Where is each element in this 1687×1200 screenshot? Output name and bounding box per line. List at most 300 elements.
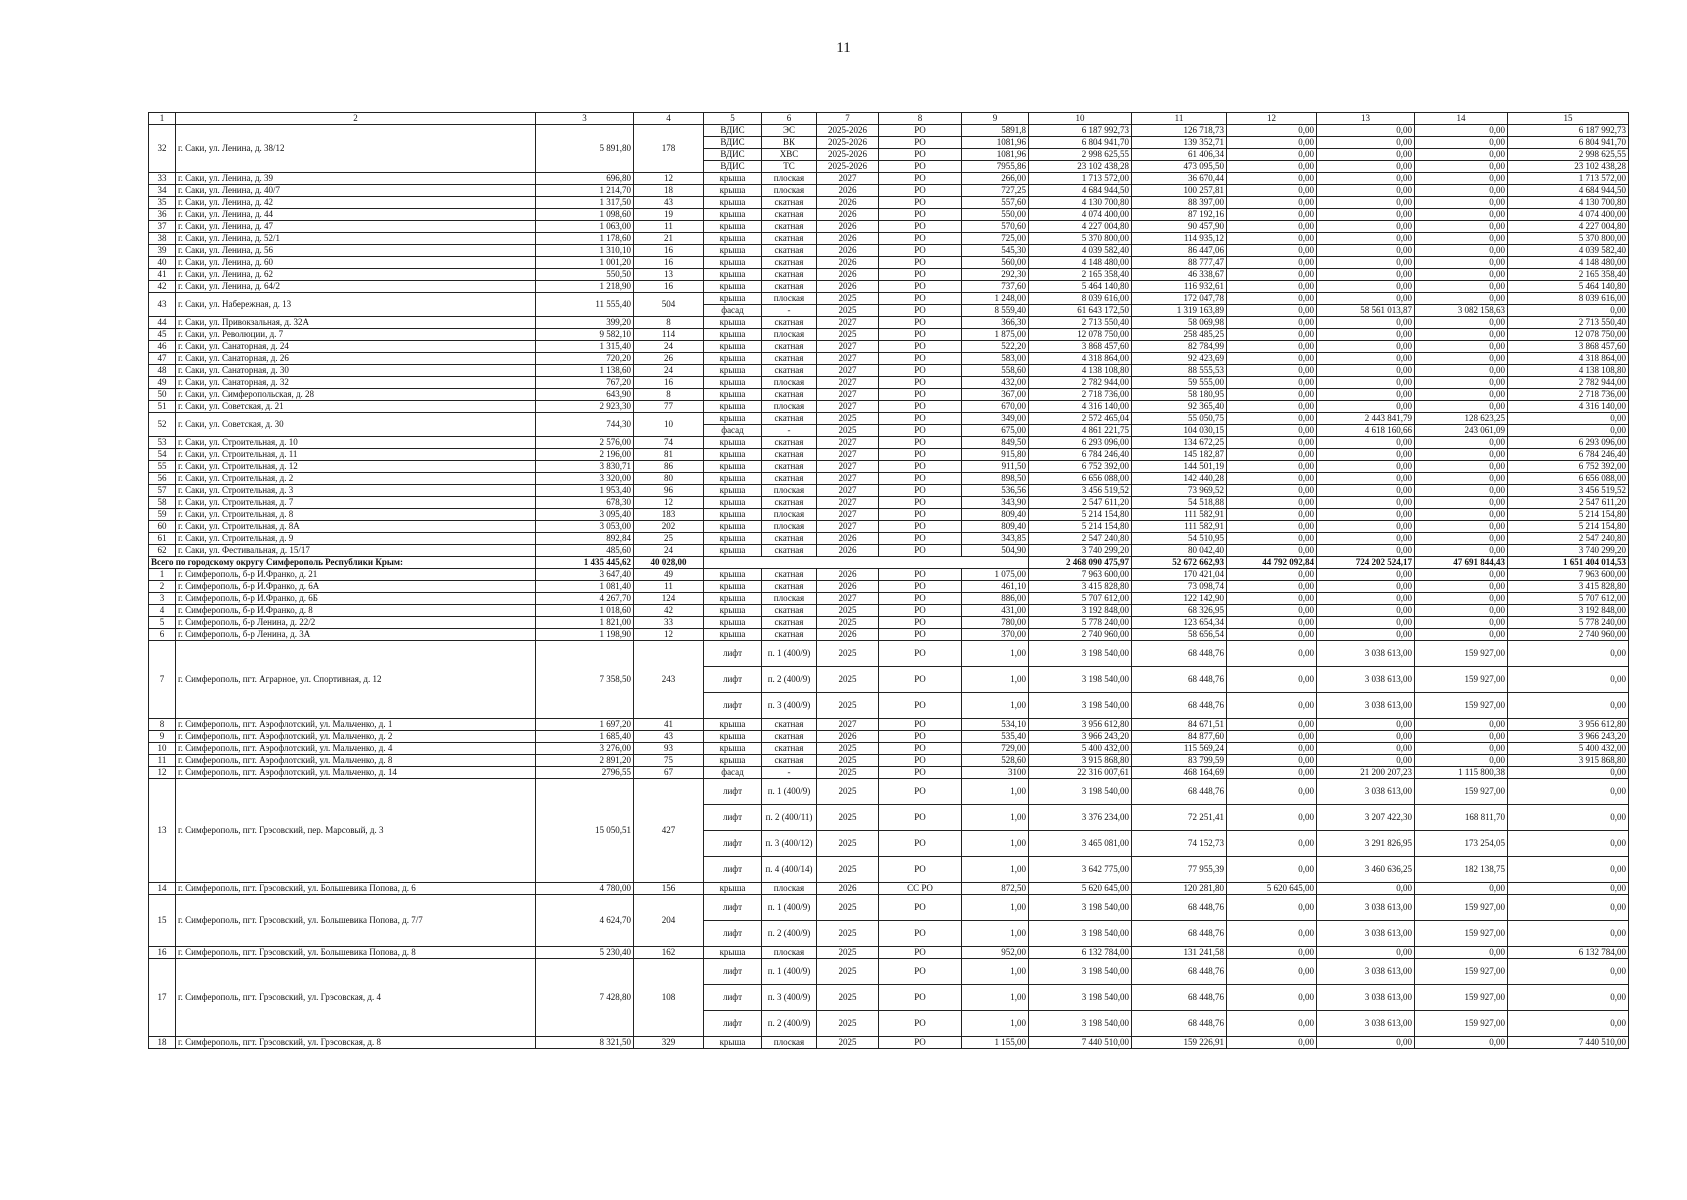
table-cell: 6 293 096,00: [1508, 437, 1629, 449]
table-cell: РО: [879, 895, 962, 921]
table-row: [149, 389, 1629, 401]
area-cell: 5 891,80: [536, 125, 634, 173]
address-cell: г. Симферополь, пгт. Грэсовский, ул. Грэсовская, д. 8: [176, 1037, 536, 1049]
table-cell: 3 456 519,52: [1029, 485, 1132, 497]
address-cell: г. Саки, ул. Ленина, д. 64/2: [176, 281, 536, 293]
table-cell: 5 778 240,00: [1029, 617, 1132, 629]
table-cell: 35: [149, 197, 176, 209]
table-cell: 111 582,91: [1132, 521, 1227, 533]
table-cell: 696,80: [536, 173, 634, 185]
table-cell: крыша: [704, 269, 762, 281]
table-cell: 2027: [817, 497, 879, 509]
table-cell: 258 485,25: [1132, 329, 1227, 341]
table-cell: 0,00: [1317, 245, 1415, 257]
table-cell: крыша: [704, 629, 762, 641]
table-cell: лифт: [704, 667, 762, 693]
table-cell: крыша: [704, 413, 762, 425]
table-cell: 0,00: [1227, 947, 1317, 959]
table-cell: 0,00: [1415, 629, 1508, 641]
table-cell: 13: [634, 269, 704, 281]
table-cell: 0,00: [1415, 731, 1508, 743]
table-cell: 7 963 600,00: [1029, 569, 1132, 581]
table-cell: 343,85: [962, 533, 1029, 545]
table-cell: 0,00: [1415, 209, 1508, 221]
table-cell: 461,10: [962, 581, 1029, 593]
table-cell: 0,00: [1415, 755, 1508, 767]
table-cell: 139 352,71: [1132, 137, 1227, 149]
table-cell: 0,00: [1227, 245, 1317, 257]
table-cell: скатная: [762, 617, 817, 629]
table-cell: крыша: [704, 365, 762, 377]
table-cell: РО: [879, 485, 962, 497]
table-cell: РО: [879, 593, 962, 605]
address-cell: г. Саки, ул. Фестивальная, д. 15/17: [176, 545, 536, 557]
table-cell: крыша: [704, 581, 762, 593]
table-cell: 62: [149, 545, 176, 557]
table-cell: 1 315,40: [536, 341, 634, 353]
table-cell: 0,00: [1227, 485, 1317, 497]
table-cell: 2 718 736,00: [1508, 389, 1629, 401]
table-cell: 720,20: [536, 353, 634, 365]
table-cell: 2 782 944,00: [1029, 377, 1132, 389]
table-cell: 0,00: [1317, 755, 1415, 767]
table-cell: 6 132 784,00: [1029, 947, 1132, 959]
table-cell: 2027: [817, 461, 879, 473]
table-cell: 0,00: [1227, 269, 1317, 281]
table-cell: 0,00: [1415, 473, 1508, 485]
table-cell: ВДИС: [704, 149, 762, 161]
table-cell: 2027: [817, 389, 879, 401]
table-cell: лифт: [704, 831, 762, 857]
table-cell: скатная: [762, 719, 817, 731]
table-cell: 2027: [817, 521, 879, 533]
table-row: [149, 209, 1629, 221]
table-cell: РО: [879, 629, 962, 641]
table-cell: 1 310,10: [536, 245, 634, 257]
table-cell: скатная: [762, 629, 817, 641]
table-cell: фасад: [704, 425, 762, 437]
table-cell: 59: [149, 509, 176, 521]
table-cell: 2026: [817, 629, 879, 641]
table-cell: лифт: [704, 895, 762, 921]
table-row: [149, 461, 1629, 473]
table-cell: 3 460 636,25: [1317, 857, 1415, 883]
table-cell: 0,00: [1508, 921, 1629, 947]
table-cell: крыша: [704, 353, 762, 365]
address-cell: г. Симферополь, б-р И.Франко, д. 21: [176, 569, 536, 581]
table-cell: 678,30: [536, 497, 634, 509]
table-cell: скатная: [762, 245, 817, 257]
table-cell: 0,00: [1415, 617, 1508, 629]
table-cell: фасад: [704, 305, 762, 317]
table-cell: 0,00: [1227, 425, 1317, 437]
address-cell: г. Саки, ул. Санаторная, д. 32: [176, 377, 536, 389]
residents-cell: 243: [634, 641, 704, 719]
table-cell: 0,00: [1227, 353, 1317, 365]
table-cell: 8: [149, 719, 176, 731]
table-cell: крыша: [704, 197, 762, 209]
residents-cell: 10: [634, 413, 704, 437]
table-cell: РО: [879, 437, 962, 449]
table-cell: 8 559,40: [962, 305, 1029, 317]
table-cell: 780,00: [962, 617, 1029, 629]
table-cell: 2026: [817, 545, 879, 557]
table-cell: 58 561 013,87: [1317, 305, 1415, 317]
table-cell: плоская: [762, 293, 817, 305]
table-cell: 182 138,75: [1415, 857, 1508, 883]
table-cell: РО: [879, 449, 962, 461]
table-cell: 0,00: [1227, 581, 1317, 593]
table-cell: 6 187 992,73: [1029, 125, 1132, 137]
row-number-cell: 52: [149, 413, 176, 437]
table-cell: 0,00: [1227, 641, 1317, 667]
table-cell: 0,00: [1227, 831, 1317, 857]
table-cell: 0,00: [1415, 125, 1508, 137]
table-cell: 68 448,76: [1132, 959, 1227, 985]
table-cell: 168 811,70: [1415, 805, 1508, 831]
table-cell: крыша: [704, 449, 762, 461]
total-residents-cell: 40 028,00: [634, 557, 704, 569]
table-cell: крыша: [704, 209, 762, 221]
table-cell: 44: [149, 317, 176, 329]
table-cell: РО: [879, 743, 962, 755]
residents-cell: 204: [634, 895, 704, 947]
table-cell: 111 582,91: [1132, 509, 1227, 521]
table-cell: 162: [634, 947, 704, 959]
table-cell: 0,00: [1415, 245, 1508, 257]
table-cell: крыша: [704, 569, 762, 581]
table-cell: 3 198 540,00: [1029, 779, 1132, 805]
table-cell: 2026: [817, 209, 879, 221]
table-cell: 16: [634, 377, 704, 389]
table-cell: 120 281,80: [1132, 883, 1227, 895]
table-cell: 0,00: [1508, 831, 1629, 857]
table-cell: 809,40: [962, 521, 1029, 533]
table-cell: плоская: [762, 173, 817, 185]
table-cell: крыша: [704, 545, 762, 557]
total-sum-cell: 47 691 844,43: [1415, 557, 1508, 569]
table-cell: лифт: [704, 693, 762, 719]
table-cell: 55: [149, 461, 176, 473]
address-cell: г. Саки, ул. Строительная, д. 8: [176, 509, 536, 521]
table-cell: 5 214 154,80: [1029, 509, 1132, 521]
table-cell: 74 152,73: [1132, 831, 1227, 857]
table-cell: 399,20: [536, 317, 634, 329]
table-cell: 86: [634, 461, 704, 473]
table-cell: 2027: [817, 173, 879, 185]
address-cell: г. Саки, ул. Санаторная, д. 30: [176, 365, 536, 377]
table-cell: крыша: [704, 221, 762, 233]
address-cell: г. Саки, ул. Санаторная, д. 24: [176, 341, 536, 353]
table-cell: 2027: [817, 437, 879, 449]
table-cell: 6 804 941,70: [1508, 137, 1629, 149]
table-cell: 0,00: [1415, 719, 1508, 731]
table-row: [149, 221, 1629, 233]
table-cell: 0,00: [1227, 161, 1317, 173]
table-cell: 1 081,40: [536, 581, 634, 593]
row-number-cell: 32: [149, 125, 176, 173]
table-cell: 0,00: [1415, 377, 1508, 389]
table-cell: плоская: [762, 401, 817, 413]
table-cell: 0,00: [1317, 521, 1415, 533]
table-cell: 0,00: [1227, 755, 1317, 767]
table-row: [149, 197, 1629, 209]
table-cell: 54 510,95: [1132, 533, 1227, 545]
table-cell: скатная: [762, 605, 817, 617]
table-cell: 2027: [817, 719, 879, 731]
table-cell: 2025: [817, 641, 879, 667]
table-cell: скатная: [762, 317, 817, 329]
table-cell: 0,00: [1317, 617, 1415, 629]
table-cell: 1 001,20: [536, 257, 634, 269]
table-cell: 0,00: [1227, 173, 1317, 185]
table-cell: 1: [149, 569, 176, 581]
table-cell: 6 187 992,73: [1508, 125, 1629, 137]
table-cell: лифт: [704, 921, 762, 947]
table-cell: РО: [879, 149, 962, 161]
column-number: 6: [762, 113, 817, 125]
table-cell: 0,00: [1227, 533, 1317, 545]
table-row: [149, 173, 1629, 185]
table-cell: 2026: [817, 233, 879, 245]
table-body: [149, 125, 1629, 1049]
table-cell: 0,00: [1227, 389, 1317, 401]
table-cell: 898,50: [962, 473, 1029, 485]
table-row: [149, 1037, 1629, 1049]
table-cell: 1 685,40: [536, 731, 634, 743]
table-cell: 0,00: [1227, 767, 1317, 779]
table-row: [149, 895, 1629, 921]
table-cell: 131 241,58: [1132, 947, 1227, 959]
table-row: [149, 365, 1629, 377]
table-cell: 2025: [817, 693, 879, 719]
table-cell: 0,00: [1415, 293, 1508, 305]
table-cell: 1,00: [962, 693, 1029, 719]
table-cell: крыша: [704, 473, 762, 485]
table-cell: 2027: [817, 509, 879, 521]
table-cell: 7 440 510,00: [1508, 1037, 1629, 1049]
table-cell: 0,00: [1415, 581, 1508, 593]
table-cell: крыша: [704, 485, 762, 497]
table-cell: 0,00: [1317, 743, 1415, 755]
table-row: [149, 401, 1629, 413]
table-row: [149, 545, 1629, 557]
table-cell: 643,90: [536, 389, 634, 401]
table-cell: 0,00: [1317, 947, 1415, 959]
table-cell: п. 1 (400/9): [762, 779, 817, 805]
table-cell: 5 464 140,80: [1508, 281, 1629, 293]
address-cell: г. Симферополь, б-р И.Франко, д. 6А: [176, 581, 536, 593]
table-cell: 1 115 800,38: [1415, 767, 1508, 779]
table-cell: 22 316 007,61: [1029, 767, 1132, 779]
table-cell: 21: [634, 233, 704, 245]
address-cell: г. Симферополь, пгт. Грэсовский, ул. Большевика Попова, д. 6: [176, 883, 536, 895]
table-cell: скатная: [762, 437, 817, 449]
table-cell: 2026: [817, 245, 879, 257]
table-cell: 0,00: [1317, 883, 1415, 895]
table-cell: 0,00: [1317, 173, 1415, 185]
address-cell: г. Саки, ул. Ленина, д. 62: [176, 269, 536, 281]
table-cell: 3 038 613,00: [1317, 693, 1415, 719]
table-cell: 3 868 457,60: [1508, 341, 1629, 353]
table-cell: крыша: [704, 617, 762, 629]
table-cell: 1 821,00: [536, 617, 634, 629]
table-cell: 727,25: [962, 185, 1029, 197]
table-row: [149, 743, 1629, 755]
table-cell: 1 317,50: [536, 197, 634, 209]
table-cell: 18: [149, 1037, 176, 1049]
table-cell: 3 198 540,00: [1029, 921, 1132, 947]
table-cell: 92 365,40: [1132, 401, 1227, 413]
area-cell: 15 050,51: [536, 779, 634, 883]
table-row: [149, 641, 1629, 667]
table-cell: 68 448,76: [1132, 985, 1227, 1011]
table-cell: 1 248,00: [962, 293, 1029, 305]
table-cell: 1 713 572,00: [1508, 173, 1629, 185]
table-cell: -: [762, 767, 817, 779]
table-cell: скатная: [762, 233, 817, 245]
table-cell: 2026: [817, 257, 879, 269]
table-cell: 6 784 246,40: [1508, 449, 1629, 461]
table-cell: 7 440 510,00: [1029, 1037, 1132, 1049]
table-cell: крыша: [704, 341, 762, 353]
table-cell: 61 406,34: [1132, 149, 1227, 161]
table-cell: 366,30: [962, 317, 1029, 329]
table-cell: 3 415 828,80: [1508, 581, 1629, 593]
table-cell: 6 293 096,00: [1029, 437, 1132, 449]
table-cell: 159 927,00: [1415, 693, 1508, 719]
table-cell: 12: [634, 173, 704, 185]
table-cell: 0,00: [1317, 221, 1415, 233]
table-cell: 0,00: [1317, 1037, 1415, 1049]
table-cell: 0,00: [1415, 437, 1508, 449]
table-cell: 1,00: [962, 805, 1029, 831]
table-cell: 3 038 613,00: [1317, 1011, 1415, 1037]
table-cell: 886,00: [962, 593, 1029, 605]
table-cell: крыша: [704, 401, 762, 413]
table-cell: 0,00: [1227, 281, 1317, 293]
address-cell: г. Саки, ул. Ленина, д. 38/12: [176, 125, 536, 173]
table-cell: лифт: [704, 959, 762, 985]
table-row: [149, 521, 1629, 533]
column-number: 11: [1132, 113, 1227, 125]
table-cell: 5 230,40: [536, 947, 634, 959]
table-cell: 58 180,95: [1132, 389, 1227, 401]
table-cell: РО: [879, 317, 962, 329]
table-cell: 536,56: [962, 485, 1029, 497]
table-cell: РО: [879, 329, 962, 341]
table-cell: 0,00: [1508, 805, 1629, 831]
table-cell: РО: [879, 173, 962, 185]
table-cell: 16: [634, 257, 704, 269]
table-cell: 2 740 960,00: [1029, 629, 1132, 641]
table-cell: 2027: [817, 341, 879, 353]
table-cell: РО: [879, 533, 962, 545]
table-cell: крыша: [704, 377, 762, 389]
table-cell: 68 448,76: [1132, 779, 1227, 805]
table-cell: 11: [634, 221, 704, 233]
table-row: [149, 569, 1629, 581]
table-cell: РО: [879, 233, 962, 245]
table-cell: 0,00: [1317, 329, 1415, 341]
table-cell: 11: [149, 755, 176, 767]
table-cell: 2025: [817, 857, 879, 883]
table-cell: 3 966 243,20: [1508, 731, 1629, 743]
table-cell: 4: [149, 605, 176, 617]
table-cell: 68 448,76: [1132, 921, 1227, 947]
table-row: [149, 353, 1629, 365]
table-cell: 370,00: [962, 629, 1029, 641]
address-cell: г. Саки, ул. Симферопольская, д. 28: [176, 389, 536, 401]
table-cell: 2025: [817, 305, 879, 317]
table-cell: 80: [634, 473, 704, 485]
table-cell: 183: [634, 509, 704, 521]
table-cell: 3 038 613,00: [1317, 641, 1415, 667]
table-cell: 725,00: [962, 233, 1029, 245]
table-cell: 2025: [817, 1037, 879, 1049]
address-cell: г. Симферополь, пгт. Грэсовский, пер. Марсовый, д. 3: [176, 779, 536, 883]
table-cell: 12 078 750,00: [1029, 329, 1132, 341]
table-cell: 0,00: [1508, 767, 1629, 779]
table-cell: 2: [149, 581, 176, 593]
table-cell: крыша: [704, 593, 762, 605]
table-cell: 3 198 540,00: [1029, 693, 1132, 719]
table-cell: 534,10: [962, 719, 1029, 731]
table-cell: 16: [634, 245, 704, 257]
table-cell: 0,00: [1227, 221, 1317, 233]
table-row: [149, 731, 1629, 743]
table-cell: 2 165 358,40: [1029, 269, 1132, 281]
table-cell: 3 740 299,20: [1029, 545, 1132, 557]
table-cell: 92 423,69: [1132, 353, 1227, 365]
table-cell: скатная: [762, 269, 817, 281]
table-cell: 1,00: [962, 985, 1029, 1011]
table-row: [149, 617, 1629, 629]
table-cell: 0,00: [1317, 125, 1415, 137]
table-cell: 58 069,98: [1132, 317, 1227, 329]
table-cell: 123 654,34: [1132, 617, 1227, 629]
table-row: [149, 317, 1629, 329]
table-cell: 0,00: [1227, 921, 1317, 947]
table-cell: РО: [879, 461, 962, 473]
table-cell: 81: [634, 449, 704, 461]
table-cell: 3 915 868,80: [1029, 755, 1132, 767]
table-cell: п. 1 (400/9): [762, 895, 817, 921]
table-cell: 6 132 784,00: [1508, 947, 1629, 959]
table-cell: плоская: [762, 329, 817, 341]
table-cell: 0,00: [1508, 425, 1629, 437]
table-cell: 5 370 800,00: [1508, 233, 1629, 245]
table-cell: 0,00: [1317, 197, 1415, 209]
table-cell: 2025: [817, 985, 879, 1011]
table-cell: 0,00: [1317, 269, 1415, 281]
table-cell: 2 740 960,00: [1508, 629, 1629, 641]
address-cell: г. Симферополь, пгт. Аэрофлотский, ул. Мальченко, д. 2: [176, 731, 536, 743]
table-cell: 46: [149, 341, 176, 353]
table-cell: 34: [149, 185, 176, 197]
table-cell: 915,80: [962, 449, 1029, 461]
table-cell: 16: [634, 281, 704, 293]
table-cell: скатная: [762, 221, 817, 233]
table-cell: скатная: [762, 545, 817, 557]
table-cell: 21 200 207,23: [1317, 767, 1415, 779]
table-cell: РО: [879, 137, 962, 149]
table-cell: 159 226,91: [1132, 1037, 1227, 1049]
table-cell: 0,00: [1415, 593, 1508, 605]
table-cell: 0,00: [1415, 281, 1508, 293]
table-cell: 0,00: [1508, 667, 1629, 693]
table-cell: 87 192,16: [1132, 209, 1227, 221]
